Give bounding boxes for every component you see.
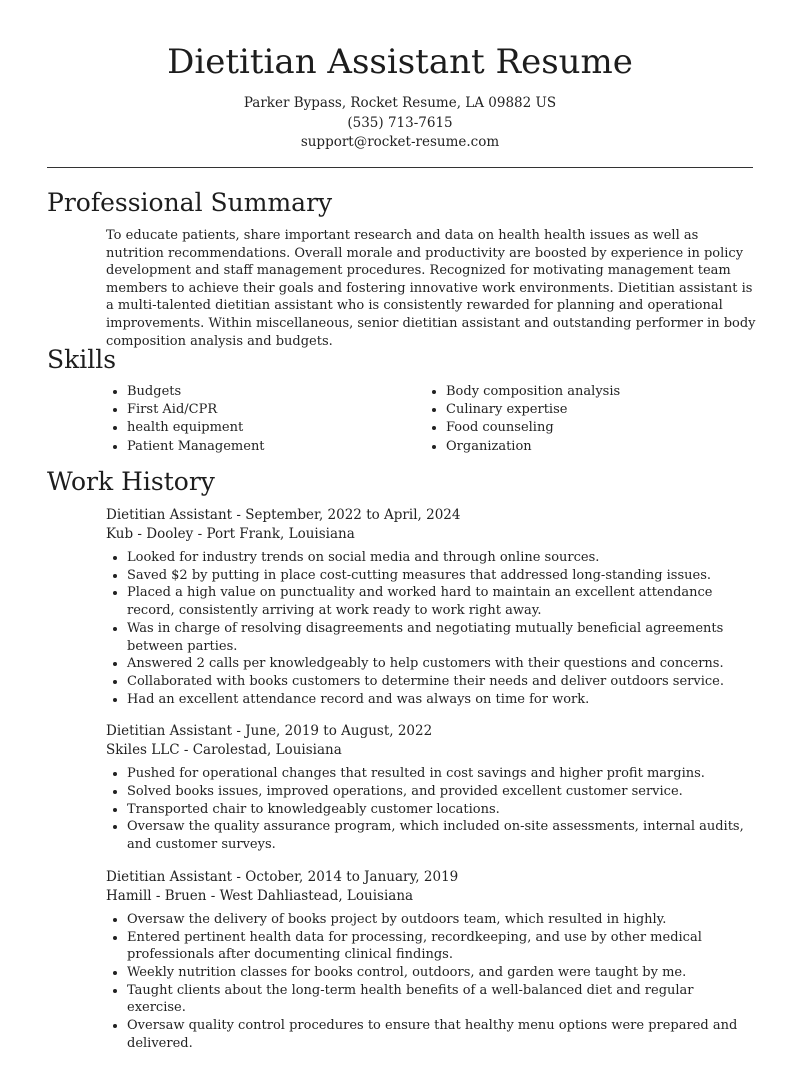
job-company: Skiles LLC (106, 742, 180, 759)
job-bullet: • Looked for industry trends on social media and through online sources. (127, 549, 756, 567)
job-bullet: • Oversaw quality control procedures to ensure that healthy menu options were prepared and delivered. (127, 1017, 756, 1052)
work-history-section (106, 506, 756, 1066)
job-bullet: • Weekly nutrition classes for books control, outdoors, and garden were taught by me. (127, 964, 756, 982)
job-bullet: • Was in charge of resolving disagreements and negotiating mutually beneficial agreements between parties. (127, 620, 756, 655)
job-bullet: • Taught clients about the long-term health benefits of a well-balanced diet and regular exercise. (127, 982, 756, 1017)
skills-heading: Skills (47, 345, 117, 374)
job-bullet: • Had an excellent attendance record and was always on time for work. (127, 691, 756, 709)
job-location: Port Frank, Louisiana (206, 526, 355, 542)
email: support@rocket-resume.com (300, 134, 500, 150)
job-location: West Dahliastead, Louisiana (219, 887, 414, 904)
job-bullet: • Collaborated with books customers to determine their needs and deliver outdoors service. (127, 673, 756, 691)
job-title: Dietitian Assistant (106, 507, 233, 523)
job-bullet: • Solved books issues, improved operations, and provided excellent customer service. (127, 783, 756, 801)
job-entry (106, 868, 756, 1053)
job-company: Kub - Dooley (106, 526, 194, 542)
summary-heading: Professional Summary (47, 188, 333, 217)
contact-block (0, 94, 800, 153)
job-dates: June, 2019 to August, 2022 (245, 723, 433, 740)
job-bullet: • Answered 2 calls per knowledgeably to help customers with their questions and concerns. (127, 655, 756, 673)
job-bullet: • Entered pertinent health data for processing, recordkeeping, and use by other medical professionals after documenting clinical findings. (127, 929, 756, 964)
job-entry (106, 506, 756, 708)
job-dates: October, 2014 to January, 2019 (245, 868, 459, 885)
job-bullets (106, 765, 756, 854)
job-bullet: • Pushed for operational changes that resulted in cost savings and higher profit margins. (127, 765, 756, 783)
job-company-line: Hamill - Bruen - West Dahliastead, Louisiana (106, 887, 414, 904)
summary-text: To educate patients, share important research and data on health health issues as well as nutrition recommendations. Overall morale and productivity are boosted by experience in policy development and staff management procedures. Recognized for motivating management team members to achieve their goals and fostering innovative work environments. Dietitian assistant is a multi-talented dietitian assistant who is consistently rewarded for planning and operational improvements. Within miscellaneous, senior dietitian assistant and outstanding performer in body composition analysis and budgets. (106, 228, 756, 349)
skill-item: • Body composition analysis (446, 383, 620, 401)
skill-item: • Food counseling (446, 419, 620, 437)
job-bullet: • Oversaw the delivery of books project by outdoors team, which resulted in highly. (127, 911, 756, 929)
job-entry (106, 722, 756, 854)
job-company-line: Kub - Dooley - Port Frank, Louisiana (106, 526, 355, 542)
phone: (535) 713-7615 (347, 114, 453, 131)
skills-list-right (425, 383, 620, 456)
skill-item: • Culinary expertise (446, 401, 620, 419)
job-bullets (106, 549, 756, 708)
resume-title: Dietitian Assistant Resume (167, 42, 633, 82)
job-bullet: • Placed a high value on punctuality and worked hard to maintain an excellent attendance record, consistently arriving at work ready to work right away. (127, 584, 756, 619)
skill-item: • Budgets (127, 383, 265, 401)
job-company-line: Skiles LLC - Carolestad, Louisiana (106, 742, 342, 759)
job-bullet: • Transported chair to knowledgeably customer locations. (127, 801, 756, 819)
job-location: Carolestad, Louisiana (192, 742, 342, 759)
job-dates: September, 2022 to April, 2024 (245, 507, 461, 523)
job-company: Hamill - Bruen (106, 887, 207, 904)
work-history-heading: Work History (47, 467, 215, 496)
job-title: Dietitian Assistant (106, 868, 233, 885)
skill-item: • health equipment (127, 419, 265, 437)
skill-item: • Patient Management (127, 438, 265, 456)
skill-item: • Organization (446, 438, 620, 456)
header-divider (47, 167, 753, 168)
job-title: Dietitian Assistant (106, 723, 233, 740)
job-bullets (106, 911, 756, 1053)
skill-item: • First Aid/CPR (127, 401, 265, 419)
skills-list-left (106, 383, 265, 456)
job-title-line: Dietitian Assistant - June, 2019 to August, 2022 (106, 723, 433, 740)
job-bullet: • Oversaw the quality assurance program, which included on-site assessments, internal audits, and customer surveys. (127, 818, 756, 853)
address: Parker Bypass, Rocket Resume, LA 09882 US (243, 95, 557, 111)
job-title-line: Dietitian Assistant - October, 2014 to January, 2019 (106, 868, 459, 885)
job-bullet: • Saved $2 by putting in place cost-cutting measures that addressed long-standing issues. (127, 567, 756, 585)
job-title-line: Dietitian Assistant - September, 2022 to April, 2024 (106, 507, 461, 523)
